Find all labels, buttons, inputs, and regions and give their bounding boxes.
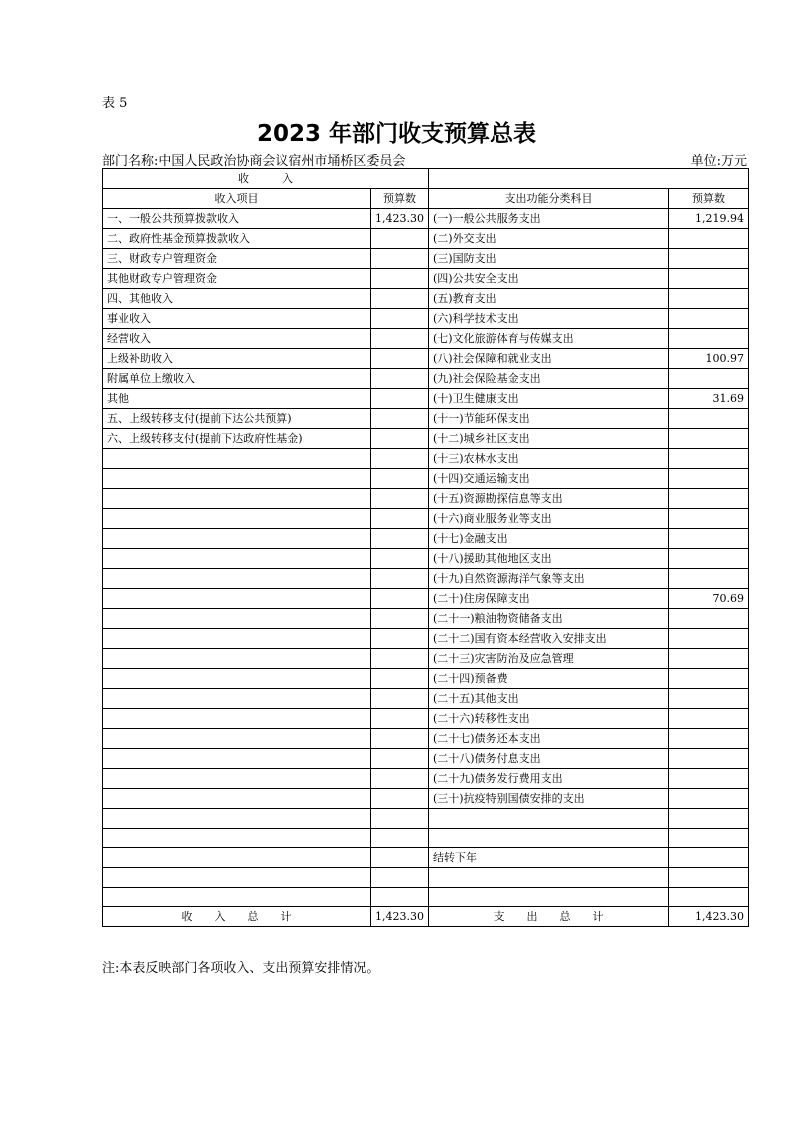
income-item-cell: [103, 769, 371, 789]
expense-amount-cell: [669, 289, 749, 309]
income-item-cell: [103, 649, 371, 669]
table-row: [103, 409, 749, 429]
income-amount-cell: [371, 389, 429, 409]
table-row: [103, 689, 749, 709]
table-row: [103, 469, 749, 489]
income-item-cell: [103, 489, 371, 509]
income-item-cell: [103, 629, 371, 649]
table-row: [103, 229, 749, 249]
expense-item-cell: (二十八)债务付息支出: [429, 749, 669, 769]
expense-item-cell: (十八)援助其他地区支出: [429, 549, 669, 569]
table-row: [103, 589, 749, 609]
expense-amount-cell: [669, 529, 749, 549]
income-amount-cell: [371, 429, 429, 449]
income-amount-cell: [371, 828, 429, 848]
expense-amount-cell: [669, 689, 749, 709]
table-row: [103, 649, 749, 669]
header-row: [103, 189, 749, 209]
expense-item-cell: (十一)节能环保支出: [429, 409, 669, 429]
expense-amount-cell: [669, 489, 749, 509]
income-amount-cell: [371, 369, 429, 389]
table-row: [103, 887, 749, 907]
income-item-cell: [103, 848, 371, 868]
expense-amount-cell: [669, 229, 749, 249]
expense-item-cell: [429, 809, 669, 829]
expense-item-cell: (三)国防支出: [429, 249, 669, 269]
income-item-cell: [103, 789, 371, 809]
income-amount-cell: [371, 609, 429, 629]
expense-amount-cell: [669, 769, 749, 789]
income-item-cell: 一、一般公共预算拨款收入: [103, 209, 371, 229]
expense-amount-cell: [669, 449, 749, 469]
expense-amount-cell: [669, 809, 749, 829]
table-row: [103, 729, 749, 749]
expense-amount-cell: 1,219.94: [669, 209, 749, 229]
page-title: 2023 年部门收支预算总表: [256, 121, 537, 147]
expense-amount-cell: 100.97: [669, 349, 749, 369]
table-row: [103, 529, 749, 549]
expense-item-header: 支出功能分类科目: [429, 189, 669, 209]
table-row: [103, 269, 749, 289]
totals-row: [103, 907, 749, 927]
income-amount-cell: [371, 449, 429, 469]
expense-amount-cell: [669, 669, 749, 689]
expense-item-cell: (九)社会保险基金支出: [429, 369, 669, 389]
income-item-cell: [103, 669, 371, 689]
table-row: [103, 769, 749, 789]
income-amount-cell: [371, 689, 429, 709]
expense-item-cell: (二十七)债务还本支出: [429, 729, 669, 749]
table-row: [103, 828, 749, 848]
header-group-row: [103, 169, 749, 189]
table-row: [103, 549, 749, 569]
income-item-cell: 四、其他收入: [103, 289, 371, 309]
expense-amount-cell: [669, 868, 749, 888]
expense-amount-cell: [669, 629, 749, 649]
income-amount-cell: [371, 349, 429, 369]
footnote: 注:本表反映部门各项收入、支出预算安排情况。: [102, 961, 380, 976]
expense-item-cell: (二十九)债务发行费用支出: [429, 769, 669, 789]
income-amount-header: 预算数: [371, 189, 429, 209]
table-row: [103, 629, 749, 649]
expense-amount-cell: [669, 329, 749, 349]
expense-item-cell: (四)公共安全支出: [429, 269, 669, 289]
income-item-cell: 五、上级转移支付(提前下达公共预算): [103, 409, 371, 429]
income-amount-cell: [371, 729, 429, 749]
expense-amount-cell: [669, 848, 749, 868]
income-amount-cell: [371, 549, 429, 569]
income-item-cell: [103, 509, 371, 529]
expense-item-cell: (一)一般公共服务支出: [429, 209, 669, 229]
income-item-cell: [103, 529, 371, 549]
income-amount-cell: [371, 709, 429, 729]
expense-amount-cell: 31.69: [669, 389, 749, 409]
expense-total-amount: 1,423.30: [669, 907, 749, 927]
expense-amount-cell: [669, 309, 749, 329]
income-amount-cell: [371, 887, 429, 907]
expense-item-cell: (六)科学技术支出: [429, 309, 669, 329]
income-item-cell: 附属单位上缴收入: [103, 369, 371, 389]
income-amount-cell: [371, 269, 429, 289]
table-row: [103, 289, 749, 309]
income-item-cell: 上级补助收入: [103, 349, 371, 369]
expense-item-cell: (二十六)转移性支出: [429, 709, 669, 729]
table-row: [103, 868, 749, 888]
table-row: [103, 709, 749, 729]
expense-item-cell: (十九)自然资源海洋气象等支出: [429, 569, 669, 589]
expense-amount-cell: [669, 569, 749, 589]
expense-item-cell: (十四)交通运输支出: [429, 469, 669, 489]
table-row: [103, 669, 749, 689]
expense-amount-cell: [669, 649, 749, 669]
expense-item-cell: [429, 887, 669, 907]
income-item-cell: [103, 689, 371, 709]
income-amount-cell: [371, 249, 429, 269]
expense-amount-cell: [669, 549, 749, 569]
income-total-amount: 1,423.30: [371, 907, 429, 927]
expense-amount-cell: [669, 429, 749, 449]
income-amount-cell: [371, 509, 429, 529]
expense-amount-cell: [669, 409, 749, 429]
income-total-label: 收 入 总 计: [103, 907, 371, 927]
expense-item-cell: (十五)资源勘探信息等支出: [429, 489, 669, 509]
income-amount-cell: [371, 868, 429, 888]
income-amount-cell: [371, 569, 429, 589]
expense-item-cell: (十二)城乡社区支出: [429, 429, 669, 449]
income-item-cell: [103, 709, 371, 729]
expense-item-cell: (二十二)国有资本经营收入安排支出: [429, 629, 669, 649]
income-item-cell: [103, 449, 371, 469]
income-amount-cell: [371, 809, 429, 829]
expense-item-cell: (八)社会保障和就业支出: [429, 349, 669, 369]
income-item-cell: [103, 868, 371, 888]
income-amount-cell: [371, 469, 429, 489]
income-item-cell: [103, 729, 371, 749]
expense-item-cell: (十三)农林水支出: [429, 449, 669, 469]
expense-item-cell: [429, 828, 669, 848]
income-item-cell: 三、财政专户管理资金: [103, 249, 371, 269]
expense-item-cell: (十六)商业服务业等支出: [429, 509, 669, 529]
income-amount-cell: [371, 789, 429, 809]
income-item-cell: 二、政府性基金预算拨款收入: [103, 229, 371, 249]
expense-amount-cell: 70.69: [669, 589, 749, 609]
expense-group-header: [429, 169, 749, 189]
income-item-cell: [103, 569, 371, 589]
income-amount-cell: [371, 629, 429, 649]
income-amount-cell: [371, 649, 429, 669]
expense-amount-cell: [669, 269, 749, 289]
table-row: [103, 209, 749, 229]
table-row: [103, 249, 749, 269]
income-item-cell: [103, 887, 371, 907]
expense-item-cell: (七)文化旅游体育与传媒支出: [429, 329, 669, 349]
income-item-cell: 其他: [103, 389, 371, 409]
table-row: [103, 489, 749, 509]
income-item-cell: [103, 809, 371, 829]
table-row: [103, 569, 749, 589]
expense-amount-cell: [669, 729, 749, 749]
income-item-cell: 事业收入: [103, 309, 371, 329]
income-item-cell: [103, 469, 371, 489]
expense-amount-cell: [669, 749, 749, 769]
expense-amount-cell: [669, 709, 749, 729]
income-item-header: 收入项目: [103, 189, 371, 209]
income-item-cell: [103, 549, 371, 569]
expense-amount-cell: [669, 887, 749, 907]
income-amount-cell: [371, 329, 429, 349]
income-item-cell: [103, 749, 371, 769]
expense-item-cell: (十)卫生健康支出: [429, 389, 669, 409]
income-amount-cell: [371, 289, 429, 309]
income-amount-cell: [371, 229, 429, 249]
budget-summary-table: [102, 168, 749, 927]
expense-amount-cell: [669, 609, 749, 629]
expense-item-cell: (二十五)其他支出: [429, 689, 669, 709]
expense-amount-cell: [669, 469, 749, 489]
income-group-header: 收 入: [103, 169, 429, 189]
expense-item-cell: (二十三)灾害防治及应急管理: [429, 649, 669, 669]
department-name: 部门名称:中国人民政治协商会议宿州市埇桥区委员会: [102, 154, 406, 169]
table-row: [103, 309, 749, 329]
expense-item-cell: (二)外交支出: [429, 229, 669, 249]
income-amount-cell: [371, 309, 429, 329]
table-number: 表 5: [102, 96, 128, 111]
table-row: [103, 389, 749, 409]
expense-amount-header: 预算数: [669, 189, 749, 209]
expense-item-cell: 结转下年: [429, 848, 669, 868]
expense-amount-cell: [669, 369, 749, 389]
income-amount-cell: [371, 749, 429, 769]
income-item-cell: 经营收入: [103, 329, 371, 349]
income-amount-cell: [371, 409, 429, 429]
income-item-cell: 六、上级转移支付(提前下达政府性基金): [103, 429, 371, 449]
expense-amount-cell: [669, 249, 749, 269]
expense-amount-cell: [669, 828, 749, 848]
table-row: [103, 848, 749, 868]
table-body: [103, 209, 749, 907]
unit-label: 单位:万元: [690, 154, 747, 169]
income-amount-cell: 1,423.30: [371, 209, 429, 229]
expense-amount-cell: [669, 509, 749, 529]
table-row: [103, 609, 749, 629]
table-row: [103, 349, 749, 369]
expense-amount-cell: [669, 789, 749, 809]
table-row: [103, 449, 749, 469]
table-row: [103, 429, 749, 449]
table-row: [103, 809, 749, 829]
expense-item-cell: (十七)金融支出: [429, 529, 669, 549]
expense-item-cell: [429, 868, 669, 888]
income-item-cell: [103, 589, 371, 609]
expense-item-cell: (二十一)粮油物资储备支出: [429, 609, 669, 629]
income-item-cell: [103, 609, 371, 629]
income-amount-cell: [371, 529, 429, 549]
income-item-cell: 其他财政专户管理资金: [103, 269, 371, 289]
income-amount-cell: [371, 669, 429, 689]
table-row: [103, 329, 749, 349]
income-amount-cell: [371, 489, 429, 509]
income-amount-cell: [371, 848, 429, 868]
table-row: [103, 789, 749, 809]
table-row: [103, 749, 749, 769]
table-row: [103, 509, 749, 529]
table-row: [103, 369, 749, 389]
expense-item-cell: (二十)住房保障支出: [429, 589, 669, 609]
income-amount-cell: [371, 769, 429, 789]
expense-item-cell: (二十四)预备费: [429, 669, 669, 689]
expense-total-label: 支 出 总 计: [429, 907, 669, 927]
income-amount-cell: [371, 589, 429, 609]
expense-item-cell: (三十)抗疫特别国债安排的支出: [429, 789, 669, 809]
income-item-cell: [103, 828, 371, 848]
expense-item-cell: (五)教育支出: [429, 289, 669, 309]
